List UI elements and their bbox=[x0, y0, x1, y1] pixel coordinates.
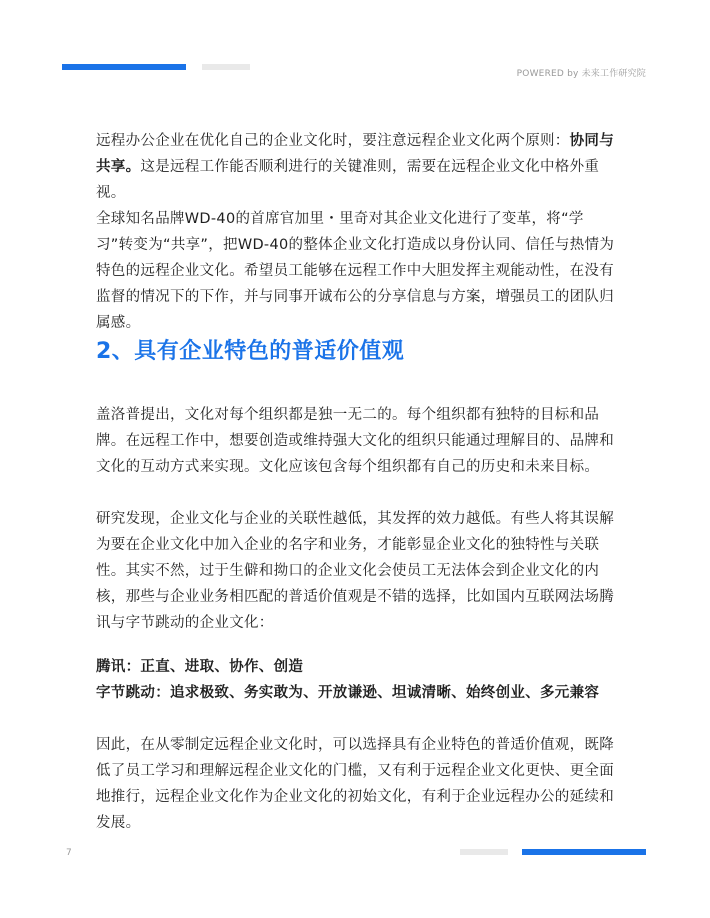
header-gray-bar bbox=[202, 64, 250, 70]
powered-by-label: POWERED by 未来工作研究院 bbox=[516, 69, 646, 79]
footer-gray-bar bbox=[460, 849, 508, 855]
footer-accent-bar bbox=[522, 849, 646, 855]
bytedance-values: 字节跳动：追求极致、务实敢为、开放谦逊、坦诚清晰、始终创业、多元兼容 bbox=[96, 685, 600, 701]
tencent-values: 腾讯：正直、进取、协作、创造 bbox=[96, 659, 304, 675]
paragraph-gallup: 盖洛普提出，文化对每个组织都是独一无二的。每个组织都有独特的目标和品牌。在远程工作中，想要创造或维持强大文化的组织只能通过理解目的、品牌和文化的互动方式来实现。文化应该包含每个组织都有自己的历史和未来目标。 bbox=[96, 407, 614, 475]
paragraph-principles: 远程办公企业在优化自己的企业文化时，要注意远程企业文化两个原则：协同与共享。这是远程工作能否顺利进行的关键准则，需要在远程企业文化中格外重视。 bbox=[96, 133, 615, 201]
paragraph-wd40: 全球知名品牌WD-40的首席官加里・里奇对其企业文化进行了变革，将“学习”转变为“共享”，把WD-40的整体企业文化打造成以身份认同、信任与热情为特色的远程企业文化。希望员工能够在远程工作中大胆发挥主观能动性，在没有监督的情况下的下作，并与同事开诚布公的分享信息与方案，增强员工的团队归属感。 bbox=[96, 211, 615, 331]
header-accent-bar bbox=[62, 64, 186, 70]
section-heading: 2、具有企业特色的普适价值观 bbox=[96, 339, 405, 364]
paragraph-conclusion: 因此，在从零制定远程企业文化时，可以选择具有企业特色的普适价值观，既降低了员工学习和理解远程企业文化的门槛，又有利于远程企业文化更快、更全面地推行，远程企业文化作为企业文化的初始文化，有利于企业远程办公的延续和发展。 bbox=[96, 737, 614, 831]
page-number: 7 bbox=[66, 848, 72, 858]
paragraph-research: 研究发现，企业文化与企业的关联性越低，其发挥的效力越低。有些人将其误解为要在企业文化中加入企业的名字和业务，才能彰显企业文化的独特性与关联性。其实不然，过于生僻和拗口的企业文化会使员工无法体会到企业文化的内核，那些与企业业务相匹配的普适价值观是不错的选择，比如国内互联网法场腾讯与字节跳动的企业文化： bbox=[96, 511, 614, 631]
page-content bbox=[96, 128, 616, 831]
